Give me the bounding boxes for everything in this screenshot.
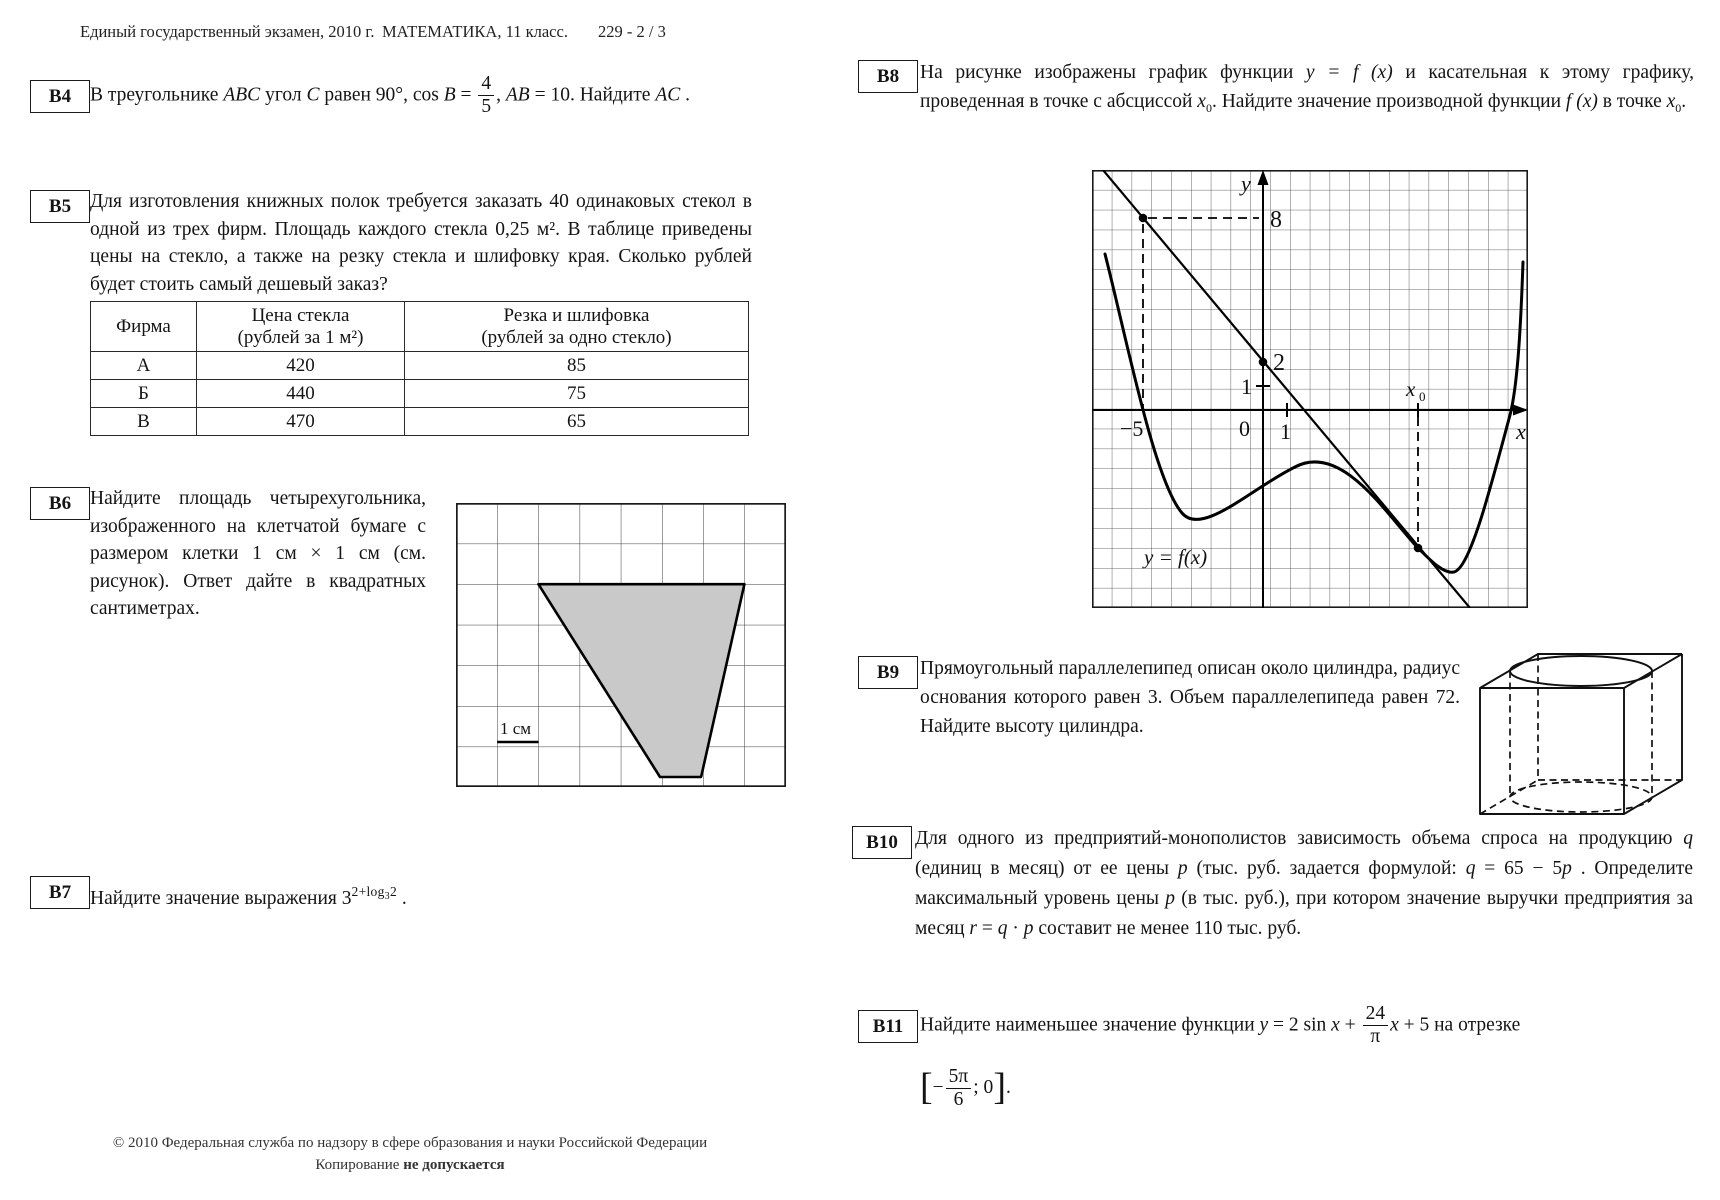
text-run: . <box>680 84 690 106</box>
text-run: На рисунке изображены график функции <box>920 62 1306 83</box>
problem-label-text: В7 <box>48 881 72 903</box>
text-run: В треугольнике <box>90 84 224 106</box>
y-axis-label: y <box>1241 171 1251 196</box>
text-run: равен 90°, cos <box>319 84 444 106</box>
tick-label-1x: 1 <box>1280 419 1291 444</box>
math-var: p <box>1177 858 1188 879</box>
problem-label-text: В5 <box>48 195 72 217</box>
math-var: B <box>443 84 456 106</box>
table-header-firm: Фирма <box>91 302 197 352</box>
math-var: y <box>1259 1014 1269 1036</box>
problem-b4-text <box>90 74 770 118</box>
math-var: C <box>306 84 320 106</box>
table-row <box>91 408 749 436</box>
bracket-close: ] <box>993 1065 1006 1108</box>
tick-label-8: 8 <box>1270 207 1282 233</box>
text-run: ; 0 <box>973 1077 994 1098</box>
footer-copy-notice <box>60 1154 760 1176</box>
text-run: , <box>496 84 506 106</box>
math-var: x <box>1197 91 1206 112</box>
text-run: угол <box>260 84 307 106</box>
header-subject: МАТЕМАТИКА, 11 класс. <box>382 22 568 41</box>
problem-label-text: В11 <box>872 1015 904 1037</box>
text-run: Найдите значение выражения <box>90 888 342 909</box>
table-header-cutting <box>405 302 749 352</box>
text-run: . <box>397 888 407 909</box>
table-cell: 470 <box>197 408 405 436</box>
math-var: q <box>1683 828 1693 849</box>
fraction-denominator: 5 <box>478 95 494 117</box>
text-run: (рублей за одно стекло) <box>481 326 672 348</box>
math-base: 3 <box>341 888 352 909</box>
fraction-numerator: 4 <box>481 73 492 94</box>
bracket-open: [ <box>920 1065 933 1108</box>
origin-label: 0 <box>1239 416 1250 441</box>
header-exam-title: Единый государственный экзамен, 2010 г. <box>80 22 375 41</box>
problem-label-b10 <box>852 826 912 859</box>
b5-price-table <box>90 301 749 436</box>
math-var: f (x) <box>1565 91 1598 112</box>
math-var: y = f (x) <box>1305 62 1393 83</box>
problem-label-text: В9 <box>876 661 900 683</box>
fraction-denominator: π <box>1363 1025 1389 1047</box>
x0-subscript: 0 <box>1419 389 1426 404</box>
header-page-code: 229 - 2 / 3 <box>598 22 666 41</box>
problem-label-b11 <box>858 1010 918 1043</box>
text-run: . <box>1005 1077 1011 1098</box>
table-cell: 440 <box>197 380 405 408</box>
tick-label-1y: 1 <box>1241 374 1252 399</box>
text-run: Для одного из предприятий-монополистов зависимость объема спроса на продукцию <box>915 828 1684 849</box>
text-run: Резка и шлифовка <box>503 304 650 326</box>
problem-label-b4 <box>30 80 90 113</box>
problem-b8-text <box>920 58 1694 123</box>
point-0-2 <box>1259 358 1268 367</box>
cylinder-side-edges <box>1510 671 1652 797</box>
problem-b9-text: Прямоугольный параллелепипед описан около цилиндра, радиус основания которого равен 3. Объем параллелепипеда равен 72. Найдите высоту цилиндра. <box>920 658 1460 737</box>
text-run: . Определите максимальный уровень цены <box>915 858 1694 909</box>
text-run-bold: не допускается <box>403 1157 505 1173</box>
point-minus5-8 <box>1139 214 1148 223</box>
table-row <box>91 380 749 408</box>
table-cell: 420 <box>197 352 405 380</box>
text-run: 2 <box>389 884 398 899</box>
point-tangency <box>1414 544 1423 553</box>
table-cell: 85 <box>405 352 749 380</box>
text-run: = 2 sin <box>1268 1014 1332 1036</box>
tick-label-2: 2 <box>1273 350 1285 376</box>
text-run: Копирование <box>315 1157 404 1173</box>
b9-box-cylinder-figure <box>1472 634 1710 824</box>
table-header-glass-price <box>197 302 405 352</box>
cylinder-top-ellipse <box>1510 656 1652 686</box>
math-var: q <box>997 918 1008 939</box>
text-run: (в тыс. руб.), при котором значение выручки предприятия за месяц <box>915 888 1693 939</box>
text-run: Найдите наименьшее значение функции <box>920 1014 1260 1036</box>
b6-grid-figure <box>456 503 786 787</box>
table-row <box>91 352 749 380</box>
curve-label: y = f(x) <box>1144 545 1208 569</box>
text-run: + 5 на отрезке <box>1398 1014 1521 1036</box>
math-var: ABC <box>223 84 261 106</box>
text-run: и касательная к этому графику, проведенная в точке с абсциссой <box>920 62 1694 112</box>
scale-label: 1 см <box>500 719 532 738</box>
math-var: p <box>1165 888 1176 909</box>
minus-sign: − <box>932 1077 944 1098</box>
footer-copyright: © 2010 Федеральная служба по надзору в сфере образования и науки Российской Федерации <box>112 1135 708 1151</box>
b8-function-graph <box>1092 170 1528 608</box>
text-run: (рублей за 1 м²) <box>237 326 364 348</box>
math-subscript: 0 <box>1675 100 1682 115</box>
math-var: q <box>1465 858 1476 879</box>
text-run: (единиц в месяц) от ее цены <box>915 858 1178 879</box>
text-run: (тыс. руб. задается формулой: <box>1187 858 1466 879</box>
math-var: r <box>969 918 978 939</box>
problem-b7-text <box>90 878 710 913</box>
math-subscript: 0 <box>1205 100 1212 115</box>
text-run: в точке <box>1597 91 1667 112</box>
text-run: + <box>1339 1014 1361 1036</box>
problem-label-b6 <box>30 487 90 520</box>
text-run: = <box>977 918 998 939</box>
x0-label: x <box>1406 377 1416 401</box>
math-var: x <box>1390 1014 1399 1036</box>
problem-label-text: В10 <box>866 831 898 853</box>
text-run: 2+log <box>351 884 385 899</box>
math-var: p <box>1023 918 1034 939</box>
math-var: p <box>1562 858 1572 879</box>
text-run: . Найдите значение производной функции <box>1211 91 1566 112</box>
page-footer <box>60 1132 760 1176</box>
table-cell: А <box>91 352 197 380</box>
cylinder-bottom-ellipse <box>1510 782 1652 812</box>
problem-label-text: В8 <box>876 65 900 87</box>
fraction <box>1361 1004 1391 1048</box>
problem-label-b7 <box>30 876 90 909</box>
problem-label-text: В6 <box>48 492 72 514</box>
table-cell: Б <box>91 380 197 408</box>
problem-b11-text <box>920 1004 1700 1048</box>
table-header-row <box>91 302 749 352</box>
text-run: Цена стекла <box>251 304 350 326</box>
fraction <box>944 1067 974 1111</box>
text-run: · <box>1007 918 1024 939</box>
problem-b5-text: Для изготовления книжных полок требуется заказать 40 одинаковых стекол в одной из трех фирм. Площадь каждого стекла 0,25 м². В таблице приведены цены на стекло, а также на резку стекла и шлифовку края. Сколько рублей будет стоить самый дешевый заказ? <box>90 191 752 295</box>
text-run: = <box>455 84 477 106</box>
problem-label-b8 <box>858 60 918 93</box>
log-base-subscript: 3 <box>384 891 390 902</box>
text-run: . <box>1681 91 1687 112</box>
fraction-denominator: 6 <box>946 1088 972 1110</box>
math-var: AC <box>655 84 681 106</box>
problem-label-b9 <box>858 656 918 689</box>
x-axis-label: x <box>1516 419 1526 444</box>
problem-label-b5 <box>30 190 90 223</box>
problem-label-text: В4 <box>48 85 72 107</box>
fraction <box>476 74 496 118</box>
fraction-numerator: 24 <box>1365 1003 1386 1024</box>
table-cell: В <box>91 408 197 436</box>
math-var: x <box>1331 1014 1340 1036</box>
text-run: = 65 − 5 <box>1475 858 1563 879</box>
problem-b11-interval <box>920 1060 1320 1116</box>
table-cell: 65 <box>405 408 749 436</box>
math-var: x <box>1666 91 1676 112</box>
text-run: составит не менее 110 тыс. руб. <box>1033 918 1302 939</box>
tick-label-minus5: −5 <box>1120 416 1144 441</box>
problem-b6-text: Найдите площадь четырехугольника, изображенного на клетчатой бумаге с размером клетки 1 см × 1 см (см. рисунок). Ответ дайте в квадратных сантиметрах. <box>90 488 426 619</box>
text-run: = 10. Найдите <box>529 84 656 106</box>
table-cell: 75 <box>405 380 749 408</box>
math-var: AB <box>505 84 530 106</box>
math-exponent <box>351 884 398 902</box>
problem-b10-text <box>915 824 1693 944</box>
fraction-numerator: 5π <box>948 1065 969 1087</box>
